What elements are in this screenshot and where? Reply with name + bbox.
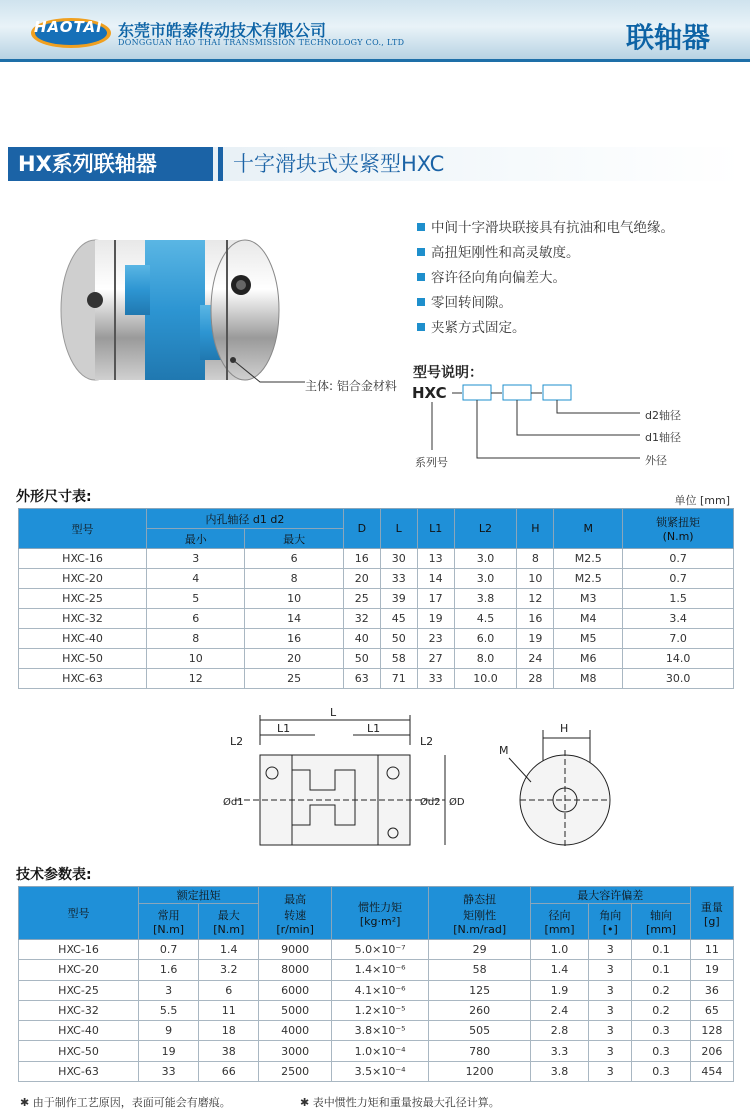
table-cell: 58 xyxy=(429,960,530,980)
table-cell: HXC-20 xyxy=(19,960,139,980)
col-axial: 轴向 [mm] xyxy=(632,904,690,940)
table-row xyxy=(19,1000,734,1020)
table-cell: 0.7 xyxy=(623,549,734,569)
table-cell: HXC-63 xyxy=(19,669,147,689)
table-cell: 39 xyxy=(380,589,417,609)
table-cell: 40 xyxy=(343,629,380,649)
table-cell: 6 xyxy=(199,980,259,1000)
table-cell: 3 xyxy=(589,980,632,1000)
table-cell: 3.0 xyxy=(454,549,517,569)
table-cell: M3 xyxy=(554,589,623,609)
table-cell: 3 xyxy=(589,940,632,960)
unit-label: 单位 [mm] xyxy=(674,494,730,507)
table-cell: 11 xyxy=(199,1000,259,1020)
table-cell: 23 xyxy=(417,629,454,649)
table-cell: 4000 xyxy=(259,1021,331,1041)
table-cell: 3 xyxy=(589,1061,632,1081)
col-L1: L1 xyxy=(417,509,454,549)
table-cell: 45 xyxy=(380,609,417,629)
table-cell: 4 xyxy=(147,569,245,589)
table-cell: HXC-50 xyxy=(19,649,147,669)
table-cell: 16 xyxy=(343,549,380,569)
table-cell: 206 xyxy=(690,1041,733,1061)
table-cell: 0.1 xyxy=(632,960,690,980)
table-cell: 16 xyxy=(245,629,343,649)
model-label-series: 系列号 xyxy=(415,456,448,469)
table-cell: 4.1×10⁻⁶ xyxy=(331,980,429,1000)
table-cell: 6.0 xyxy=(454,629,517,649)
table-cell: 20 xyxy=(343,569,380,589)
table-cell: 13 xyxy=(417,549,454,569)
table-cell: 32 xyxy=(343,609,380,629)
table-cell: 19 xyxy=(139,1041,199,1061)
model-label-d1: d1轴径 xyxy=(645,431,681,444)
table-cell: 6 xyxy=(245,549,343,569)
table-cell: 17 xyxy=(417,589,454,609)
table-cell: 0.2 xyxy=(632,980,690,1000)
table-cell: 3.8×10⁻⁵ xyxy=(331,1021,429,1041)
col-M: M xyxy=(554,509,623,549)
feature-item: 中间十字滑块联接具有抗油和电气绝缘。 xyxy=(417,216,674,241)
table-cell: 3.0 xyxy=(454,569,517,589)
col-max: 最大 [N.m] xyxy=(199,904,259,940)
table-cell: HXC-16 xyxy=(19,549,147,569)
dimensions-table-body xyxy=(19,549,734,689)
table-cell: 3.5×10⁻⁴ xyxy=(331,1061,429,1081)
table-cell: 24 xyxy=(517,649,554,669)
table-cell: 2.8 xyxy=(530,1021,588,1041)
table-cell: M5 xyxy=(554,629,623,649)
table-cell: 125 xyxy=(429,980,530,1000)
tech-table xyxy=(18,886,734,1082)
table-cell: 19 xyxy=(417,609,454,629)
col-model: 型号 xyxy=(19,509,147,549)
table-cell: 9000 xyxy=(259,940,331,960)
table-cell: 19 xyxy=(690,960,733,980)
end-view-drawing xyxy=(495,720,615,850)
table-cell: 10 xyxy=(245,589,343,609)
table-cell: 5 xyxy=(147,589,245,609)
table-cell: 1.0 xyxy=(530,940,588,960)
tech-table-body xyxy=(19,940,734,1082)
col-rated-torque: 额定扭矩 xyxy=(139,887,259,904)
footnote-left: ✱ 由于制作工艺原因，表面可能会有磨痕。 xyxy=(20,1096,231,1109)
feature-item: 容许径向角向偏差大。 xyxy=(417,266,674,291)
table-cell: 1.4 xyxy=(199,940,259,960)
table-cell: 1.5 xyxy=(623,589,734,609)
table-cell: HXC-63 xyxy=(19,1061,139,1081)
footnote-right: ✱ 表中惯性力矩和重量按最大孔径计算。 xyxy=(300,1096,500,1109)
table-cell: 9 xyxy=(139,1021,199,1041)
table-row xyxy=(19,549,734,569)
model-explanation-title: 型号说明： xyxy=(413,365,483,381)
table-cell: 12 xyxy=(517,589,554,609)
bullet-icon xyxy=(417,223,425,231)
table-cell: HXC-20 xyxy=(19,569,147,589)
table-cell: 0.3 xyxy=(632,1061,690,1081)
table-cell: 25 xyxy=(343,589,380,609)
table-cell: 3 xyxy=(589,1041,632,1061)
col-torque: 锁紧扭矩 (N.m) xyxy=(623,509,734,549)
table-cell: 71 xyxy=(380,669,417,689)
table-cell: 8 xyxy=(147,629,245,649)
table-cell: 36 xyxy=(690,980,733,1000)
table-cell: 3 xyxy=(589,1000,632,1020)
col-L2: L2 xyxy=(454,509,517,549)
dim-L: L xyxy=(330,706,337,719)
table-cell: HXC-25 xyxy=(19,980,139,1000)
table-cell: 30 xyxy=(380,549,417,569)
model-label-d2: d2轴径 xyxy=(645,409,681,422)
table-cell: 19 xyxy=(517,629,554,649)
table-cell: 63 xyxy=(343,669,380,689)
col-angular: 角向 [•] xyxy=(589,904,632,940)
table-cell: 6 xyxy=(147,609,245,629)
col-H: H xyxy=(517,509,554,549)
table-cell: 0.7 xyxy=(139,940,199,960)
table-cell: 0.3 xyxy=(632,1021,690,1041)
table-cell: 3.8 xyxy=(530,1061,588,1081)
table-cell: 14.0 xyxy=(623,649,734,669)
table-cell: 4.5 xyxy=(454,609,517,629)
table-cell: HXC-32 xyxy=(19,609,147,629)
model-code: HXC xyxy=(412,384,447,402)
table-cell: 16 xyxy=(517,609,554,629)
table-cell: M2.5 xyxy=(554,569,623,589)
table-cell: 12 xyxy=(147,669,245,689)
table-cell: 1.4×10⁻⁶ xyxy=(331,960,429,980)
table-cell: 2.4 xyxy=(530,1000,588,1020)
table-cell: 1.4 xyxy=(530,960,588,980)
table-cell: 3.3 xyxy=(530,1041,588,1061)
page-title: 联轴器 xyxy=(625,21,710,54)
model-label-outer: 外径 xyxy=(645,454,667,467)
table-row xyxy=(19,940,734,960)
table-cell: 33 xyxy=(417,669,454,689)
table-cell: 50 xyxy=(343,649,380,669)
table-row xyxy=(19,569,734,589)
table-cell: M4 xyxy=(554,609,623,629)
table-cell: HXC-40 xyxy=(19,1021,139,1041)
table-cell: M2.5 xyxy=(554,549,623,569)
col-model: 型号 xyxy=(19,887,139,940)
table-cell: 66 xyxy=(199,1061,259,1081)
table-cell: 38 xyxy=(199,1041,259,1061)
table-cell: 5.5 xyxy=(139,1000,199,1020)
bullet-icon xyxy=(417,273,425,281)
table-cell: M8 xyxy=(554,669,623,689)
table-cell: 0.2 xyxy=(632,1000,690,1020)
table-row xyxy=(19,1061,734,1081)
table-cell: 3.4 xyxy=(623,609,734,629)
dimensions-table xyxy=(18,508,734,689)
table-cell: 10 xyxy=(147,649,245,669)
table-cell: 58 xyxy=(380,649,417,669)
table-cell: 128 xyxy=(690,1021,733,1041)
table-cell: 3 xyxy=(139,980,199,1000)
table-cell: HXC-50 xyxy=(19,1041,139,1061)
col-weight: 重量 [g] xyxy=(690,887,733,940)
col-radial: 径向 [mm] xyxy=(530,904,588,940)
table-row xyxy=(19,669,734,689)
dim-d2: Ød2 xyxy=(420,797,441,808)
col-bore: 内孔轴径 d1 d2 xyxy=(147,509,344,529)
company-name-cn: 东莞市皓泰传动技术有限公司 xyxy=(118,21,327,40)
table-cell: HXC-32 xyxy=(19,1000,139,1020)
col-min: 最小 xyxy=(147,529,245,549)
table-cell: M6 xyxy=(554,649,623,669)
col-speed: 最高 转速 [r/min] xyxy=(259,887,331,940)
bullet-icon xyxy=(417,248,425,256)
feature-item: 高扭矩刚性和高灵敏度。 xyxy=(417,241,674,266)
table-cell: HXC-25 xyxy=(19,589,147,609)
dim-d1: Ød1 xyxy=(223,797,244,808)
table-cell: 20 xyxy=(245,649,343,669)
table-cell: 1.9 xyxy=(530,980,588,1000)
table-cell: 260 xyxy=(429,1000,530,1020)
table-cell: 0.3 xyxy=(632,1041,690,1061)
table-cell: 7.0 xyxy=(623,629,734,649)
col-inertia: 惯性力矩 [kg·m²] xyxy=(331,887,429,940)
table-cell: 29 xyxy=(429,940,530,960)
feature-list xyxy=(417,216,674,341)
col-normal: 常用 [N.m] xyxy=(139,904,199,940)
table-cell: 0.7 xyxy=(623,569,734,589)
table-cell: 8 xyxy=(245,569,343,589)
table-cell: 0.1 xyxy=(632,940,690,960)
table-cell: 14 xyxy=(417,569,454,589)
table-cell: 2500 xyxy=(259,1061,331,1081)
table-cell: 3000 xyxy=(259,1041,331,1061)
table-cell: 8.0 xyxy=(454,649,517,669)
dim-M: M xyxy=(499,744,509,757)
tech-heading: 技术参数表: xyxy=(16,867,92,883)
col-deviation: 最大容许偏差 xyxy=(530,887,690,904)
table-cell: 5.0×10⁻⁷ xyxy=(331,940,429,960)
table-row xyxy=(19,609,734,629)
table-cell: 65 xyxy=(690,1000,733,1020)
table-cell: 10.0 xyxy=(454,669,517,689)
table-cell: 780 xyxy=(429,1041,530,1061)
table-cell: 33 xyxy=(139,1061,199,1081)
table-cell: 8 xyxy=(517,549,554,569)
col-stiffness: 静态扭 矩刚性 [N.m/rad] xyxy=(429,887,530,940)
bullet-icon xyxy=(417,323,425,331)
material-leader-line xyxy=(230,355,310,385)
table-cell: HXC-16 xyxy=(19,940,139,960)
table-cell: 18 xyxy=(199,1021,259,1041)
table-cell: 454 xyxy=(690,1061,733,1081)
dim-D: ØD xyxy=(449,797,465,808)
table-cell: 10 xyxy=(517,569,554,589)
table-cell: 50 xyxy=(380,629,417,649)
table-cell: 25 xyxy=(245,669,343,689)
table-cell: 3 xyxy=(589,960,632,980)
material-label: 主体: 铝合金材料 xyxy=(305,379,397,393)
model-code-diagram xyxy=(410,380,730,475)
table-cell: 6000 xyxy=(259,980,331,1000)
series-name: HX系列联轴器 xyxy=(8,147,213,181)
table-row xyxy=(19,980,734,1000)
col-L: L xyxy=(380,509,417,549)
series-divider xyxy=(218,147,223,181)
dim-L1-right: L1 xyxy=(367,722,381,735)
table-cell: 30.0 xyxy=(623,669,734,689)
dim-L1-left: L1 xyxy=(277,722,291,735)
table-row xyxy=(19,1021,734,1041)
dim-H: H xyxy=(560,722,569,735)
table-cell: 11 xyxy=(690,940,733,960)
series-subtitle: 十字滑块式夹紧型HXC xyxy=(233,152,445,176)
logo-text: HAOTAI xyxy=(34,18,103,36)
col-max: 最大 xyxy=(245,529,343,549)
table-cell: 14 xyxy=(245,609,343,629)
side-view-drawing xyxy=(215,705,475,860)
page-header xyxy=(0,0,750,62)
table-row xyxy=(19,960,734,980)
dim-L2-right: L2 xyxy=(420,735,434,748)
table-row xyxy=(19,629,734,649)
table-cell: 1.2×10⁻⁵ xyxy=(331,1000,429,1020)
table-cell: 1200 xyxy=(429,1061,530,1081)
table-cell: 1.6 xyxy=(139,960,199,980)
table-cell: 8000 xyxy=(259,960,331,980)
table-cell: 3 xyxy=(589,1021,632,1041)
table-cell: 3.2 xyxy=(199,960,259,980)
company-name-en: DONGGUAN HAO THAI TRANSMISSION TECHNOLOGY CO., LTD xyxy=(118,38,405,47)
table-cell: HXC-40 xyxy=(19,629,147,649)
table-row xyxy=(19,1041,734,1061)
col-D: D xyxy=(343,509,380,549)
table-cell: 505 xyxy=(429,1021,530,1041)
feature-item: 夹紧方式固定。 xyxy=(417,316,674,341)
table-cell: 1.0×10⁻⁴ xyxy=(331,1041,429,1061)
table-cell: 33 xyxy=(380,569,417,589)
table-row xyxy=(19,649,734,669)
dimensions-heading: 外形尺寸表: xyxy=(16,489,92,505)
dim-L2-left: L2 xyxy=(230,735,244,748)
table-row xyxy=(19,589,734,609)
series-title-bar xyxy=(8,147,742,181)
table-cell: 3.8 xyxy=(454,589,517,609)
feature-item: 零回转间隙。 xyxy=(417,291,674,316)
table-cell: 27 xyxy=(417,649,454,669)
table-cell: 28 xyxy=(517,669,554,689)
table-cell: 5000 xyxy=(259,1000,331,1020)
table-cell: 3 xyxy=(147,549,245,569)
bullet-icon xyxy=(417,298,425,306)
